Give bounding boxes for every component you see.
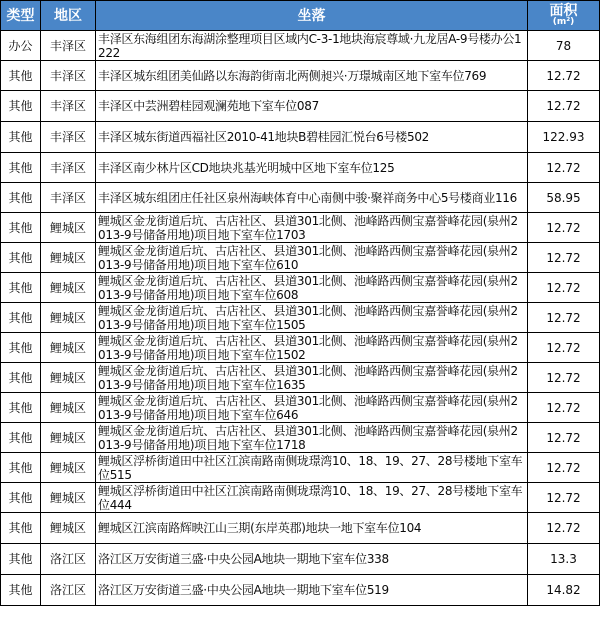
cell-type: 其他 (1, 273, 41, 303)
cell-area: 12.72 (528, 273, 600, 303)
header-location: 坐落 (96, 1, 528, 31)
cell-district: 鲤城区 (41, 243, 96, 273)
cell-district: 鲤城区 (41, 393, 96, 423)
cell-area: 12.72 (528, 513, 600, 544)
cell-area: 12.72 (528, 213, 600, 243)
table-body (1, 31, 600, 606)
cell-district: 鲤城区 (41, 513, 96, 544)
table-row (1, 91, 600, 122)
table-row (1, 183, 600, 213)
table-row (1, 483, 600, 513)
table-row (1, 122, 600, 153)
cell-district: 丰泽区 (41, 153, 96, 183)
cell-type: 其他 (1, 213, 41, 243)
table-row (1, 153, 600, 183)
table-row (1, 31, 600, 61)
table-row (1, 513, 600, 544)
cell-district: 丰泽区 (41, 183, 96, 213)
cell-location: 丰泽区中芸洲碧桂园观澜苑地下室车位087 (96, 91, 528, 122)
table-row (1, 423, 600, 453)
table-row (1, 575, 600, 606)
cell-type: 其他 (1, 303, 41, 333)
cell-area: 12.72 (528, 153, 600, 183)
cell-location: 洛江区万安街道三盛·中央公园A地块一期地下室车位519 (96, 575, 528, 606)
cell-district: 洛江区 (41, 575, 96, 606)
cell-type: 其他 (1, 333, 41, 363)
cell-district: 鲤城区 (41, 423, 96, 453)
cell-district: 丰泽区 (41, 91, 96, 122)
cell-district: 鲤城区 (41, 333, 96, 363)
cell-type: 其他 (1, 513, 41, 544)
cell-type: 其他 (1, 544, 41, 575)
cell-district: 洛江区 (41, 544, 96, 575)
cell-area: 12.72 (528, 333, 600, 363)
cell-type: 其他 (1, 575, 41, 606)
cell-location: 鲤城区金龙街道后坑、古店社区、县道301北侧、池峰路西侧宝嘉誉峰花园(泉州2013-9号储备用地)项目地下室车位1505 (96, 303, 528, 333)
table-row (1, 544, 600, 575)
cell-type: 其他 (1, 91, 41, 122)
cell-location: 鲤城区浮桥街道田中社区江滨南路南侧珑璟湾10、18、19、27、28号楼地下室车位515 (96, 453, 528, 483)
cell-location: 鲤城区金龙街道后坑、古店社区、县道301北侧、池峰路西侧宝嘉誉峰花园(泉州2013-9号储备用地)项目地下室车位1718 (96, 423, 528, 453)
cell-location: 鲤城区金龙街道后坑、古店社区、县道301北侧、池峰路西侧宝嘉誉峰花园(泉州2013-9号储备用地)项目地下室车位646 (96, 393, 528, 423)
cell-type: 办公 (1, 31, 41, 61)
cell-location: 鲤城区金龙街道后坑、古店社区、县道301北侧、池峰路西侧宝嘉誉峰花园(泉州2013-9号储备用地)项目地下室车位1502 (96, 333, 528, 363)
cell-location: 丰泽区南少林片区CD地块兆基光明城中区地下室车位125 (96, 153, 528, 183)
cell-type: 其他 (1, 153, 41, 183)
table-row (1, 273, 600, 303)
cell-district: 丰泽区 (41, 122, 96, 153)
cell-area: 14.82 (528, 575, 600, 606)
cell-type: 其他 (1, 61, 41, 91)
cell-area: 12.72 (528, 483, 600, 513)
cell-type: 其他 (1, 483, 41, 513)
cell-area: 12.72 (528, 453, 600, 483)
cell-area: 12.72 (528, 423, 600, 453)
cell-district: 鲤城区 (41, 303, 96, 333)
cell-type: 其他 (1, 122, 41, 153)
cell-location: 丰泽区城东组团美仙路以东海韵街南北两侧昶兴·万璟城南区地下室车位769 (96, 61, 528, 91)
cell-location: 洛江区万安街道三盛·中央公园A地块一期地下室车位338 (96, 544, 528, 575)
cell-area: 12.72 (528, 363, 600, 393)
cell-area: 58.95 (528, 183, 600, 213)
cell-district: 鲤城区 (41, 213, 96, 243)
cell-area: 78 (528, 31, 600, 61)
cell-type: 其他 (1, 363, 41, 393)
header-area-unit: (m²) (552, 17, 575, 27)
cell-location: 丰泽区东海组团东海湖涂整理项目区域内C-3-1地块海宸尊域·九龙居A-9号楼办公1222 (96, 31, 528, 61)
table-row (1, 393, 600, 423)
header-area (528, 1, 600, 31)
table-row (1, 61, 600, 91)
cell-area: 12.72 (528, 393, 600, 423)
cell-district: 鲤城区 (41, 453, 96, 483)
cell-area: 122.93 (528, 122, 600, 153)
cell-type: 其他 (1, 453, 41, 483)
cell-location: 鲤城区金龙街道后坑、古店社区、县道301北侧、池峰路西侧宝嘉誉峰花园(泉州2013-9号储备用地)项目地下室车位610 (96, 243, 528, 273)
cell-location: 丰泽区城东组团庄任社区泉州海峡体育中心南侧中骏·聚祥商务中心5号楼商业116 (96, 183, 528, 213)
header-district: 地区 (41, 1, 96, 31)
cell-type: 其他 (1, 183, 41, 213)
cell-type: 其他 (1, 243, 41, 273)
cell-type: 其他 (1, 423, 41, 453)
cell-location: 鲤城区金龙街道后坑、古店社区、县道301北侧、池峰路西侧宝嘉誉峰花园(泉州2013-9号储备用地)项目地下室车位1635 (96, 363, 528, 393)
cell-location: 鲤城区浮桥街道田中社区江滨南路南侧珑璟湾10、18、19、27、28号楼地下室车位444 (96, 483, 528, 513)
cell-location: 鲤城区金龙街道后坑、古店社区、县道301北侧、池峰路西侧宝嘉誉峰花园(泉州2013-9号储备用地)项目地下室车位608 (96, 273, 528, 303)
cell-district: 鲤城区 (41, 483, 96, 513)
table-row (1, 213, 600, 243)
table-row (1, 363, 600, 393)
table-row (1, 453, 600, 483)
cell-area: 12.72 (528, 91, 600, 122)
header-row (1, 1, 600, 31)
cell-area: 12.72 (528, 303, 600, 333)
cell-location: 鲤城区江滨南路辉映江山三期(东岸英郡)地块一地下室车位104 (96, 513, 528, 544)
cell-area: 13.3 (528, 544, 600, 575)
table-row (1, 303, 600, 333)
cell-district: 鲤城区 (41, 363, 96, 393)
table-row (1, 333, 600, 363)
cell-location: 丰泽区城东街道西福社区2010-41地块B碧桂园汇悦台6号楼502 (96, 122, 528, 153)
header-area-label: 面积 (549, 3, 578, 19)
cell-district: 丰泽区 (41, 61, 96, 91)
cell-type: 其他 (1, 393, 41, 423)
cell-district: 鲤城区 (41, 273, 96, 303)
cell-district: 丰泽区 (41, 31, 96, 61)
cell-area: 12.72 (528, 243, 600, 273)
cell-area: 12.72 (528, 61, 600, 91)
table-row (1, 243, 600, 273)
header-type: 类型 (1, 1, 41, 31)
cell-location: 鲤城区金龙街道后坑、古店社区、县道301北侧、池峰路西侧宝嘉誉峰花园(泉州2013-9号储备用地)项目地下室车位1703 (96, 213, 528, 243)
